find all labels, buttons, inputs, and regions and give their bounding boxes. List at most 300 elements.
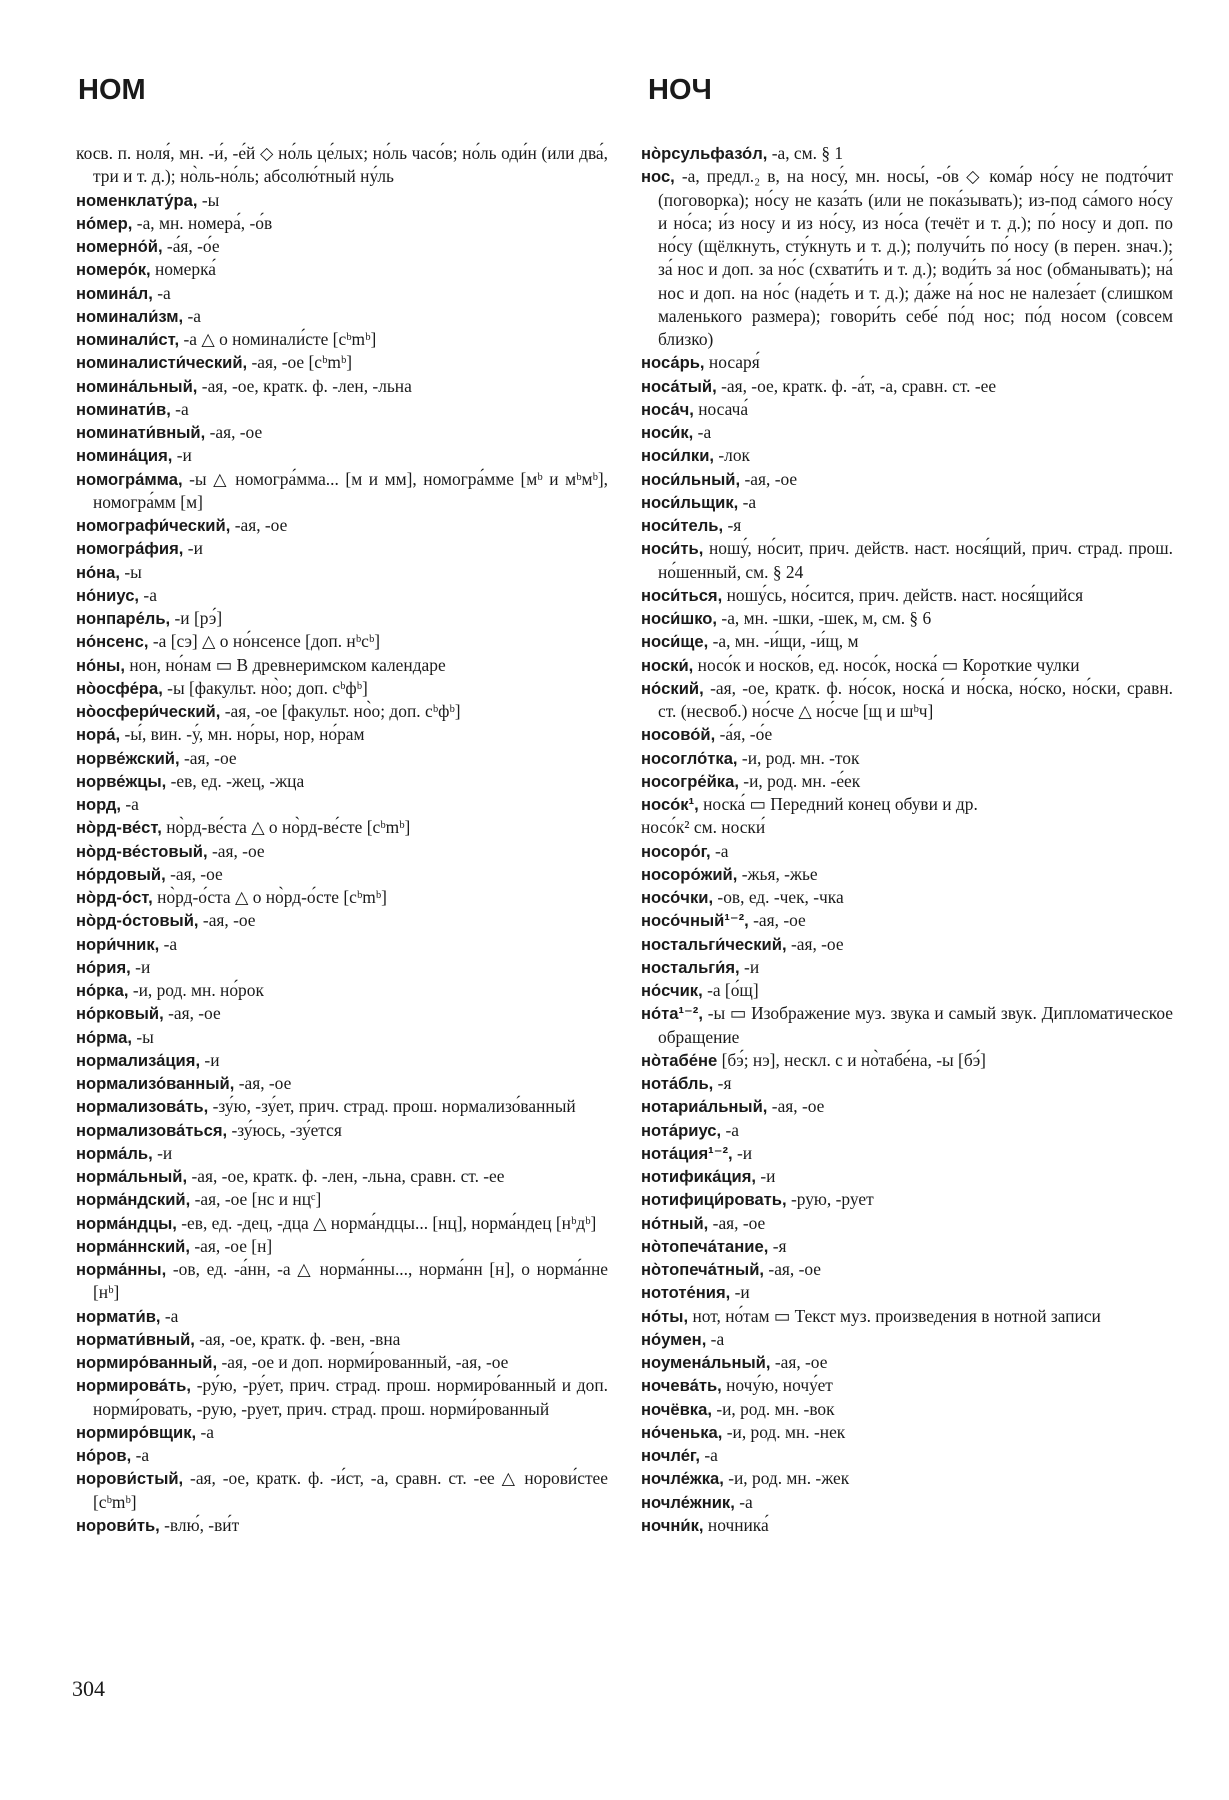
entry-text: -и, род. мн. -жек <box>728 1468 850 1489</box>
dictionary-entry <box>76 1421 608 1444</box>
entry-headword: но́ниус, <box>76 585 140 605</box>
dictionary-entry <box>641 630 1173 653</box>
entry-text: -ая, -ое, кратк. ф. -вен, -вна <box>199 1328 401 1349</box>
entry-text: -и <box>176 445 192 466</box>
entry-headword: но̀осфе́ра, <box>76 678 163 698</box>
entry-text: -а <box>725 1119 739 1140</box>
entry-text: ночу́ю, ночу́ет <box>726 1375 833 1396</box>
entry-headword: нос, <box>641 167 675 187</box>
dictionary-entry <box>76 956 608 979</box>
dictionary-entry <box>76 1026 608 1049</box>
entry-headword: нотифика́ция, <box>641 1167 757 1186</box>
dictionary-entry <box>641 654 1173 677</box>
dictionary-entry <box>76 1305 608 1328</box>
entry-text: -ая, -ое <box>771 1096 825 1117</box>
dictionary-entry <box>76 607 608 630</box>
dictionary-entry <box>76 1514 608 1537</box>
entry-headword: носи́тель, <box>641 516 724 535</box>
dictionary-entry <box>76 1444 608 1467</box>
dictionary-entry <box>76 816 608 839</box>
entry-text: -а <box>157 282 171 303</box>
dictionary-entry <box>641 886 1173 909</box>
entry-text: -а <box>143 584 157 605</box>
entry-text: -а, предл.₂ в, на носу́, мн. носы́, -о́в ◇ кома́р но́су не подто́чит (поговорка); но́су не каза́ть (или не пока́зывать); из-под са́мого но́су и но́са; и́з носу и из но́су, из но́са (течёт и т. д.); по́ носу и доп. по но́су (щёлкнуть, сту́кнуть и т. д.); получи́ть по́ носу (в перен. знач.); за́ нос и доп. за но́с (схвати́ть и т. д.); води́ть за́ нос (обманывать); на́ нос и доп. на но́с (наде́ть и т. д.); да́же на́ нос не налеза́ет (слишком маленького размера); говори́ть себе́ по́д нос; по́д носом (совсем близко) <box>658 166 1173 349</box>
dictionary-entry <box>641 1421 1173 1444</box>
entry-text: -ая, -ое <box>183 747 237 768</box>
dictionary-entry <box>641 584 1173 607</box>
entry-headword: но̀рд-ве́ст, <box>76 818 162 838</box>
entry-text: ношу́сь, но́сится, прич. действ. наст. нося́щийся <box>726 584 1084 605</box>
entry-headword: ностальги́я, <box>641 957 740 977</box>
dictionary-entry <box>641 444 1173 467</box>
entry-headword: нормати́вный, <box>76 1329 195 1349</box>
dictionary-entry <box>641 607 1173 630</box>
entry-headword: нормализа́ция, <box>76 1050 201 1070</box>
dictionary-entry <box>641 933 1173 956</box>
entry-headword: но́ченька, <box>641 1422 723 1442</box>
entry-headword: номина́ция, <box>76 446 173 466</box>
entry-headword: носи́льщик, <box>641 492 739 512</box>
entry-text: -а <box>742 491 757 512</box>
entry-text: -ая, -ое <box>209 422 263 442</box>
entry-headword: но́мер, <box>76 213 133 233</box>
entry-headword: норма́ндский, <box>76 1190 191 1210</box>
entry-headword: но́ны, <box>76 655 125 675</box>
dictionary-entry <box>641 537 1173 584</box>
entry-headword: носи́ть, <box>641 539 704 559</box>
entry-headword: носогре́йка, <box>641 771 739 791</box>
entry-text: -а <box>125 794 139 814</box>
entry-text: нон, но́нам ▭ В древнеримском календаре <box>129 654 446 675</box>
dictionary-entry <box>641 1444 1173 1467</box>
entry-text: -а <box>187 305 202 326</box>
dictionary-entry <box>76 305 608 328</box>
dictionary-entry <box>76 142 608 189</box>
entry-text: -ая, -ое <box>168 1003 221 1024</box>
dictionary-entry <box>76 351 608 374</box>
entry-headword: нора́, <box>76 725 121 745</box>
entry-text: -а, мн. номера́, -о́в <box>136 212 273 233</box>
entry-text: -и, род. мн. -нек <box>726 1421 846 1442</box>
dictionary-entry <box>76 328 608 351</box>
dictionary-entry <box>76 189 608 212</box>
dictionary-entry <box>76 700 608 723</box>
entry-headword: носо́чный¹⁻², <box>641 911 749 931</box>
dictionary-entry <box>641 514 1173 537</box>
entry-text: -ая, -ое [факульт. но̀о; доп. cᵇфᵇ] <box>224 701 461 721</box>
dictionary-entry <box>76 979 608 1002</box>
entry-headword: норве́жцы, <box>76 771 167 791</box>
entry-headword: но́рия, <box>76 957 131 977</box>
entry-text: -ев, ед. -дец, -дца △ норма́ндцы... [нц], норма́ндец [нᵇдᵇ] <box>181 1212 597 1233</box>
dictionary-entry <box>76 468 608 515</box>
entry-text: -ая, -ое [cᵇmᵇ] <box>251 352 353 373</box>
entry-text: -ру́ю, -ру́ет, прич. страд. прош. нормиро́ванный и доп. норми́ровать, -рую, -рует, прич. страд. прош. норми́рованный <box>93 1375 608 1419</box>
entry-text: -и <box>736 1142 753 1163</box>
entry-text: носо́к и носко́в, ед. носо́к, носка́ ▭ Короткие чулки <box>697 654 1080 675</box>
entry-text: но̀рд-ве́ста △ о но̀рд-ве́сте [cᵇmᵇ] <box>166 817 411 838</box>
dictionary-entry <box>641 863 1173 886</box>
entry-headword: но̀табе́не <box>641 1050 718 1070</box>
entry-text: -ая, -ое <box>744 468 798 489</box>
entry-headword: норма́ннский, <box>76 1236 190 1256</box>
entry-headword: носи́шко, <box>641 609 718 628</box>
entry-headword: но́ский, <box>641 678 704 698</box>
entry-headword: номеро́к, <box>76 260 151 280</box>
entry-headword: носо́чки, <box>641 888 714 907</box>
dictionary-entry <box>641 1072 1173 1095</box>
entry-headword: номинати́вный, <box>76 423 206 442</box>
entry-headword: носи́льный, <box>641 469 741 489</box>
dictionary-entry <box>76 933 608 956</box>
entry-headword: номографи́ческий, <box>76 516 231 535</box>
entry-text: -ы <box>124 561 142 582</box>
dictionary-entry <box>76 1374 608 1421</box>
entry-text: носка́ ▭ Передний конец обуви и др. <box>703 794 978 814</box>
guide-word-left: НОМ <box>78 74 146 106</box>
entry-text: носаря́ <box>708 352 760 373</box>
entry-headword: нотифици́ровать, <box>641 1190 787 1210</box>
entry-headword: но́ров, <box>76 1446 132 1465</box>
entry-headword: но́на, <box>76 562 121 582</box>
entry-headword: нормализо́ванный, <box>76 1074 235 1093</box>
entry-text: -а [сэ] △ о но́нсенсе [доп. нᵇсᵇ] <box>152 631 381 652</box>
entry-text: -ая, -ое <box>202 910 256 931</box>
entry-text: -а, см. § 1 <box>771 143 844 163</box>
entry-text: нот, но́там ▭ Текст муз. произведения в нотной записи <box>692 1305 1101 1326</box>
entry-text: -ы △ номогра́мма... [м и мм], номогра́мме [мᵇ и мᵇмᵇ], номогра́мм [м] <box>93 468 608 512</box>
entry-headword: носи́ще, <box>641 632 709 652</box>
entry-text: но̀рд-о́ста △ о но̀рд-о́сте [cᵇmᵇ] <box>157 887 387 907</box>
dictionary-entry <box>76 444 608 467</box>
entry-headword: норма́нны, <box>76 1260 167 1279</box>
dictionary-entry <box>76 398 608 421</box>
entry-headword: норд, <box>76 795 122 814</box>
dictionary-entry <box>641 1351 1173 1374</box>
dictionary-entry <box>641 1095 1173 1118</box>
entry-headword: носа́ч, <box>641 399 694 419</box>
entry-headword: норма́ндцы, <box>76 1213 177 1233</box>
entry-headword: носогло́тка, <box>641 748 738 768</box>
dictionary-entry <box>641 491 1173 514</box>
entry-text: номерка́ <box>155 259 216 280</box>
entry-headword: носки́, <box>641 655 694 675</box>
entry-text: -ая, -ое <box>238 1073 292 1093</box>
entry-text: -и <box>744 956 760 977</box>
entry-headword: номина́льный, <box>76 376 198 396</box>
dictionary-entry <box>76 677 608 700</box>
entry-text: -и, род. мн. -вок <box>716 1398 835 1419</box>
dictionary-entry <box>76 723 608 746</box>
dictionary-entry <box>76 1119 608 1142</box>
entry-text: -и <box>157 1142 173 1163</box>
entry-headword: номинали́ст, <box>76 330 180 349</box>
dictionary-entry <box>76 282 608 305</box>
entry-text: -а [о́щ] <box>707 980 759 1000</box>
dictionary-entry <box>641 909 1173 932</box>
dictionary-entry <box>641 1165 1173 1188</box>
dictionary-entry <box>641 747 1173 770</box>
dictionary-entry <box>76 537 608 560</box>
entry-text: -ая, -ое, кратк. ф. -и́ст, -а, сравн. ст. -ее △ норови́стее [cᵇmᵇ] <box>93 1468 608 1512</box>
entry-text: -ы́, вин. -у́, мн. но́ры, нор, но́рам <box>124 724 365 745</box>
entry-headword: нори́чник, <box>76 934 160 954</box>
entry-text: -ая, -ое, кратк. ф. -лен, -льна, сравн. ст. -ее <box>191 1166 505 1186</box>
dictionary-entry <box>76 235 608 258</box>
entry-headword: но̀рд-ве́стовый, <box>76 841 208 861</box>
entry-headword: номина́л, <box>76 283 153 303</box>
entry-text: -ая, -ое <box>211 840 265 861</box>
dictionary-entry <box>641 979 1173 1002</box>
entry-headword: норови́стый, <box>76 1469 184 1489</box>
dictionary-entry <box>641 770 1173 793</box>
entry-text: носача́ <box>698 398 749 419</box>
entry-text: -ая, -ое <box>753 910 806 931</box>
entry-text: -жья, -жье <box>741 863 818 884</box>
entry-headword: носа́тый, <box>641 376 717 396</box>
dictionary-entry <box>641 1491 1173 1514</box>
entry-headword: номиналисти́ческий, <box>76 353 248 373</box>
entry-headword: но́ты, <box>641 1306 689 1326</box>
dictionary-entry <box>641 677 1173 724</box>
entry-headword: ностальги́ческий, <box>641 934 787 954</box>
entry-headword: но́счик, <box>641 981 703 1000</box>
entry-text: ночника́ <box>707 1514 769 1535</box>
entry-headword: номогра́мма, <box>76 469 183 489</box>
entry-headword: нормирова́ть, <box>76 1376 191 1396</box>
dictionary-entry <box>76 909 608 932</box>
dictionary-entry <box>641 165 1173 351</box>
entry-headword: но̀рд-о́стовый, <box>76 911 199 931</box>
entry-headword: носо́к¹, <box>641 795 699 814</box>
dictionary-entry <box>76 1212 608 1235</box>
dictionary-entry <box>641 421 1173 444</box>
entry-text: -и <box>760 1166 776 1186</box>
entry-text: -лок <box>718 445 751 466</box>
dictionary-entry <box>76 654 608 677</box>
entry-text: -ая, -ое <box>790 933 844 954</box>
dictionary-entry <box>641 1049 1173 1072</box>
dictionary-entry <box>641 1328 1173 1351</box>
entry-headword: носа́рь, <box>641 353 705 373</box>
dictionary-entry <box>641 1281 1173 1304</box>
dictionary-entry <box>641 1142 1173 1165</box>
entry-headword: нота́бль, <box>641 1074 714 1093</box>
dictionary-entry <box>76 1095 608 1118</box>
entry-headword: ночёвка, <box>641 1399 712 1419</box>
dictionary-entry <box>76 1235 608 1258</box>
dictionary-entry <box>641 1374 1173 1397</box>
entry-headword: носи́лки, <box>641 446 715 466</box>
entry-text: -ая, -ое, кратк. ф. -лен, -льна <box>201 375 412 396</box>
entry-text: -а́я, -о́е <box>166 236 220 256</box>
entry-headword: нотариа́льный, <box>641 1097 768 1117</box>
entry-headword: нормализова́ться, <box>76 1120 228 1140</box>
entry-text: -а <box>715 840 729 861</box>
dictionary-entry <box>641 723 1173 746</box>
dictionary-entry <box>76 258 608 281</box>
entry-headword: норве́жский, <box>76 748 180 768</box>
entry-text: -и, род. мн. -е́ек <box>743 770 861 791</box>
entry-text: -ая, -ое, кратк. ф. но́сок, носка́ и но́ска, но́ско, но́ски, сравн. ст. (несвоб.) но́сче △ но́сче [щ и шᵇч] <box>658 677 1173 721</box>
entry-headword: но̀топеча́тный, <box>641 1260 765 1279</box>
entry-text: -а <box>739 1491 753 1512</box>
dictionary-entry <box>76 747 608 770</box>
entry-headword: номенклату́ра, <box>76 190 198 210</box>
entry-text: -ая, -ое <box>234 515 288 535</box>
dictionary-entry <box>641 1305 1173 1328</box>
entry-text: -и [рэ́] <box>174 608 223 628</box>
entry-text: -и <box>135 956 151 977</box>
entry-text: -и, род. мн. -ток <box>741 747 860 768</box>
entry-text: косв. п. ноля́, мн. -и́, -е́й ◇ но́ль це́лых; но́ль часо́в; но́ль оди́н (или два́, три и т. д.); но̀ль-но́ль; абсолю́тный ну́ль <box>76 143 608 187</box>
dictionary-entry <box>641 1398 1173 1421</box>
dictionary-entry <box>641 1212 1173 1235</box>
right-column <box>641 142 1173 1537</box>
entry-headword: нота́риус, <box>641 1120 722 1140</box>
entry-text: -и <box>187 538 203 559</box>
entry-headword: номинати́в, <box>76 399 171 419</box>
entry-headword: нормиро́ванный, <box>76 1353 218 1372</box>
entry-text: ношу́, но́сит, прич. действ. наст. нося́щий, прич. страд. прош. но́шенный, см. § 24 <box>658 538 1173 582</box>
entry-headword: нормиро́вщик, <box>76 1422 197 1442</box>
dictionary-entry <box>76 584 608 607</box>
entry-text: -ы ▭ Изображение муз. звука и самый звук. Дипломатическое обращение <box>658 1003 1173 1047</box>
entry-text: -а <box>200 1421 215 1442</box>
entry-headword: номогра́фия, <box>76 539 184 559</box>
entry-text: -а <box>135 1445 150 1465</box>
dictionary-entry <box>76 1002 608 1025</box>
entry-text: -ая, -ое <box>768 1259 822 1279</box>
entry-headword: но́рма, <box>76 1027 132 1047</box>
dictionary-entry <box>76 1258 608 1305</box>
dictionary-entry <box>641 840 1173 863</box>
entry-headword: нормати́в, <box>76 1306 161 1326</box>
entry-text: -ы <box>201 189 220 210</box>
dictionary-entry <box>641 956 1173 979</box>
entry-headword: но́нсенс, <box>76 632 149 652</box>
entry-headword: но́та¹⁻², <box>641 1004 703 1024</box>
dictionary-entry <box>641 1002 1173 1049</box>
dictionary-entry <box>641 1467 1173 1490</box>
dictionary-entry <box>641 816 1173 839</box>
entry-headword: но́тный, <box>641 1213 709 1233</box>
dictionary-entry <box>76 514 608 537</box>
entry-text: -ая, -ое [нс и нцᶜ] <box>194 1189 322 1210</box>
entry-headword: но́умен, <box>641 1329 707 1349</box>
dictionary-entry <box>76 421 608 444</box>
page-number: 304 <box>72 1676 105 1701</box>
entry-text: -ов, ед. -а́нн, -а △ норма́нны..., норма́нн [н], о норма́нне [нᵇ] <box>93 1259 608 1303</box>
entry-text: -и <box>734 1282 750 1303</box>
entry-headword: но̀топеча́тание, <box>641 1236 769 1256</box>
entry-headword: нототе́ния, <box>641 1283 731 1303</box>
entry-text: -а, мн. -и́щи, -и́щ, м <box>712 631 859 652</box>
entry-text: -ы [факульт. но̀о; доп. cᵇфᵇ] <box>167 677 368 698</box>
entry-headword: ночле́г, <box>641 1446 700 1465</box>
entry-text: -а <box>164 1305 179 1326</box>
entry-headword: нормализова́ть, <box>76 1097 209 1117</box>
entry-headword: ночле́жник, <box>641 1492 735 1512</box>
entry-headword: носоро́жий, <box>641 864 738 884</box>
entry-headword: но̀рд-о́ст, <box>76 888 153 907</box>
dictionary-entry <box>641 398 1173 421</box>
dictionary-entry <box>641 351 1173 374</box>
dictionary-entry <box>76 1328 608 1351</box>
entry-headword: ночни́к, <box>641 1515 704 1535</box>
entry-text: -я <box>717 1073 732 1093</box>
dictionary-entry <box>76 770 608 793</box>
entry-text: -зу́юсь, -зу́ется <box>231 1119 342 1140</box>
dictionary-entry <box>76 1467 608 1514</box>
entry-text: -я <box>772 1235 787 1256</box>
entry-headword: нонпаре́ль, <box>76 609 171 628</box>
entry-text: -а́я, -о́е <box>719 724 773 745</box>
entry-text: -влю́, -ви́т <box>164 1514 240 1535</box>
entry-headword: ночле́жка, <box>641 1469 724 1489</box>
dictionary-entry <box>641 1119 1173 1142</box>
dictionary-entry <box>76 886 608 909</box>
entry-headword: номерно́й, <box>76 237 163 256</box>
entry-text: -и, род. мн. но́рок <box>132 980 264 1000</box>
entry-headword: носи́к, <box>641 423 694 442</box>
entry-text: -а, мн. -шки, -шек, м, см. § 6 <box>721 608 932 628</box>
dictionary-entry <box>76 212 608 235</box>
entry-text: -ая, -ое, кратк. ф. -а́т, -а, сравн. ст. -ее <box>721 375 997 396</box>
entry-headword: норма́ль, <box>76 1143 153 1163</box>
entry-text: -а <box>697 422 712 442</box>
entry-text: [бэ́; нэ], нескл. с и но̀табе́на, -ы [бэ́] <box>721 1049 986 1070</box>
entry-text: -и <box>204 1049 220 1070</box>
entry-headword: носово́й, <box>641 725 716 745</box>
entry-text: -а <box>710 1328 725 1349</box>
entry-text: -а <box>175 398 189 419</box>
entry-headword: нота́ция¹⁻², <box>641 1143 733 1163</box>
dictionary-entry <box>641 1235 1173 1258</box>
dictionary-entry <box>76 630 608 653</box>
entry-text: -ая, -ое <box>712 1212 766 1233</box>
entry-text: -ы <box>136 1026 154 1047</box>
dictionary-entry <box>641 793 1173 816</box>
entry-headword: норма́льный, <box>76 1167 188 1186</box>
dictionary-entry <box>76 1142 608 1165</box>
dictionary-entry <box>641 1188 1173 1211</box>
dictionary-entry <box>76 1049 608 1072</box>
dictionary-entry <box>641 468 1173 491</box>
entry-text: -ая, -ое <box>170 863 223 884</box>
dictionary-entry <box>76 840 608 863</box>
entry-headword: но̀рсульфазо́л, <box>641 144 768 163</box>
entry-text: -ая, -ое <box>774 1352 828 1372</box>
entry-headword: ночева́ть, <box>641 1376 722 1396</box>
dictionary-entry <box>641 142 1173 165</box>
entry-text: носо́к² см. носки́ <box>641 817 766 838</box>
entry-headword: носи́ться, <box>641 585 723 605</box>
entry-headword: ноумена́льный, <box>641 1353 771 1372</box>
dictionary-entry <box>76 561 608 584</box>
guide-word-right: НОЧ <box>648 74 712 106</box>
entry-text: -зу́ю, -зу́ет, прич. страд. прош. нормализо́ванный <box>212 1096 576 1117</box>
dictionary-entry <box>76 375 608 398</box>
dictionary-entry <box>76 793 608 816</box>
entry-headword: но́рка, <box>76 981 129 1000</box>
dictionary-entry <box>641 1514 1173 1537</box>
entry-text: -а <box>163 933 178 954</box>
entry-headword: норови́ть, <box>76 1515 160 1535</box>
entry-text: -я <box>727 515 742 535</box>
dictionary-entry <box>76 1165 608 1188</box>
entry-text: -а <box>704 1445 718 1465</box>
